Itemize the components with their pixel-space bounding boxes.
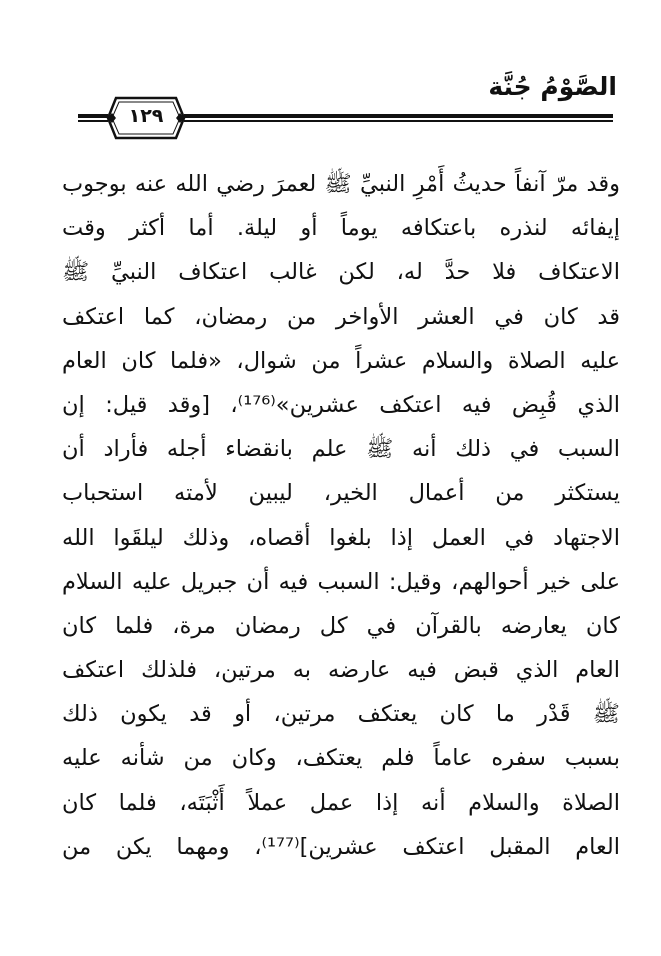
- text-line: الاعتكاف فلا حدَّ له، لكن غالب اعتكاف النبيِّ ﷺ: [62, 259, 620, 286]
- body-text: [62, 162, 620, 869]
- text-line: ﷺ قَدْر ما كان يعتكف مرتين، أو قد يكون ذلك: [62, 701, 620, 728]
- text-line: وقد مرّ آنفاً حديثُ أَمْرِ النبيِّ ﷺ لعمرَ رضي الله عنه بوجوب: [62, 171, 620, 197]
- text-line: الذي قُبِض فيه اعتكف عشرين»⁽¹⁷⁶⁾، [وقد قيل: إن: [62, 391, 620, 418]
- rule-thick-line: [78, 114, 108, 118]
- text-line: عليه الصلاة والسلام عشراً من شوال، «فلما كان العام: [62, 347, 620, 374]
- text-line: قد كان في العشر الأواخر من رمضان، كما اعتكف: [62, 303, 620, 330]
- text-line: يستكثر من أعمال الخير، ليبين لأمته استحباب: [62, 480, 620, 507]
- text-line: السبب في ذلك أنه ﷺ علم بانقضاء أجله فأراد أن: [62, 436, 620, 463]
- text-line: الصلاة والسلام أنه إذا عمل عملاً أَثْبَتَه، فلما كان: [62, 789, 620, 816]
- text-line: العام المقبل اعتكف عشرين]⁽¹⁷⁷⁾، ومهما يكن من: [62, 833, 620, 860]
- rule-thick-line: [184, 114, 613, 118]
- page-number-badge: [106, 96, 186, 140]
- header-rule-right: [184, 114, 613, 123]
- text-line: كان يعارضه بالقرآن في كل رمضان مرة، فلما كان: [62, 612, 620, 639]
- header-rule-left: [78, 114, 108, 123]
- rule-thin-line: [184, 120, 613, 122]
- running-title: الصَّوْمُ جُنَّة: [488, 72, 617, 101]
- page-header: [0, 0, 661, 140]
- text-line: على خير أحوالهم، وقيل: السبب فيه أن جبريل عليه السلام: [62, 568, 620, 595]
- text-line: العام الذي قبض فيه عارضه به مرتين، فلذلك اعتكف: [62, 657, 620, 684]
- page-number: ١٢٩: [128, 105, 164, 127]
- text-line: إيفائه لنذره باعتكافه يوماً أو ليلة. أما أكثر وقت: [62, 215, 620, 242]
- text-line: بسبب سفره عاماً فلم يعتكف، وكان من شأنه عليه: [62, 745, 620, 772]
- text-line: الاجتهاد في العمل إذا بلغوا أقصاه، وذلك ليلقَوا الله: [62, 524, 620, 551]
- rule-thin-line: [78, 120, 108, 122]
